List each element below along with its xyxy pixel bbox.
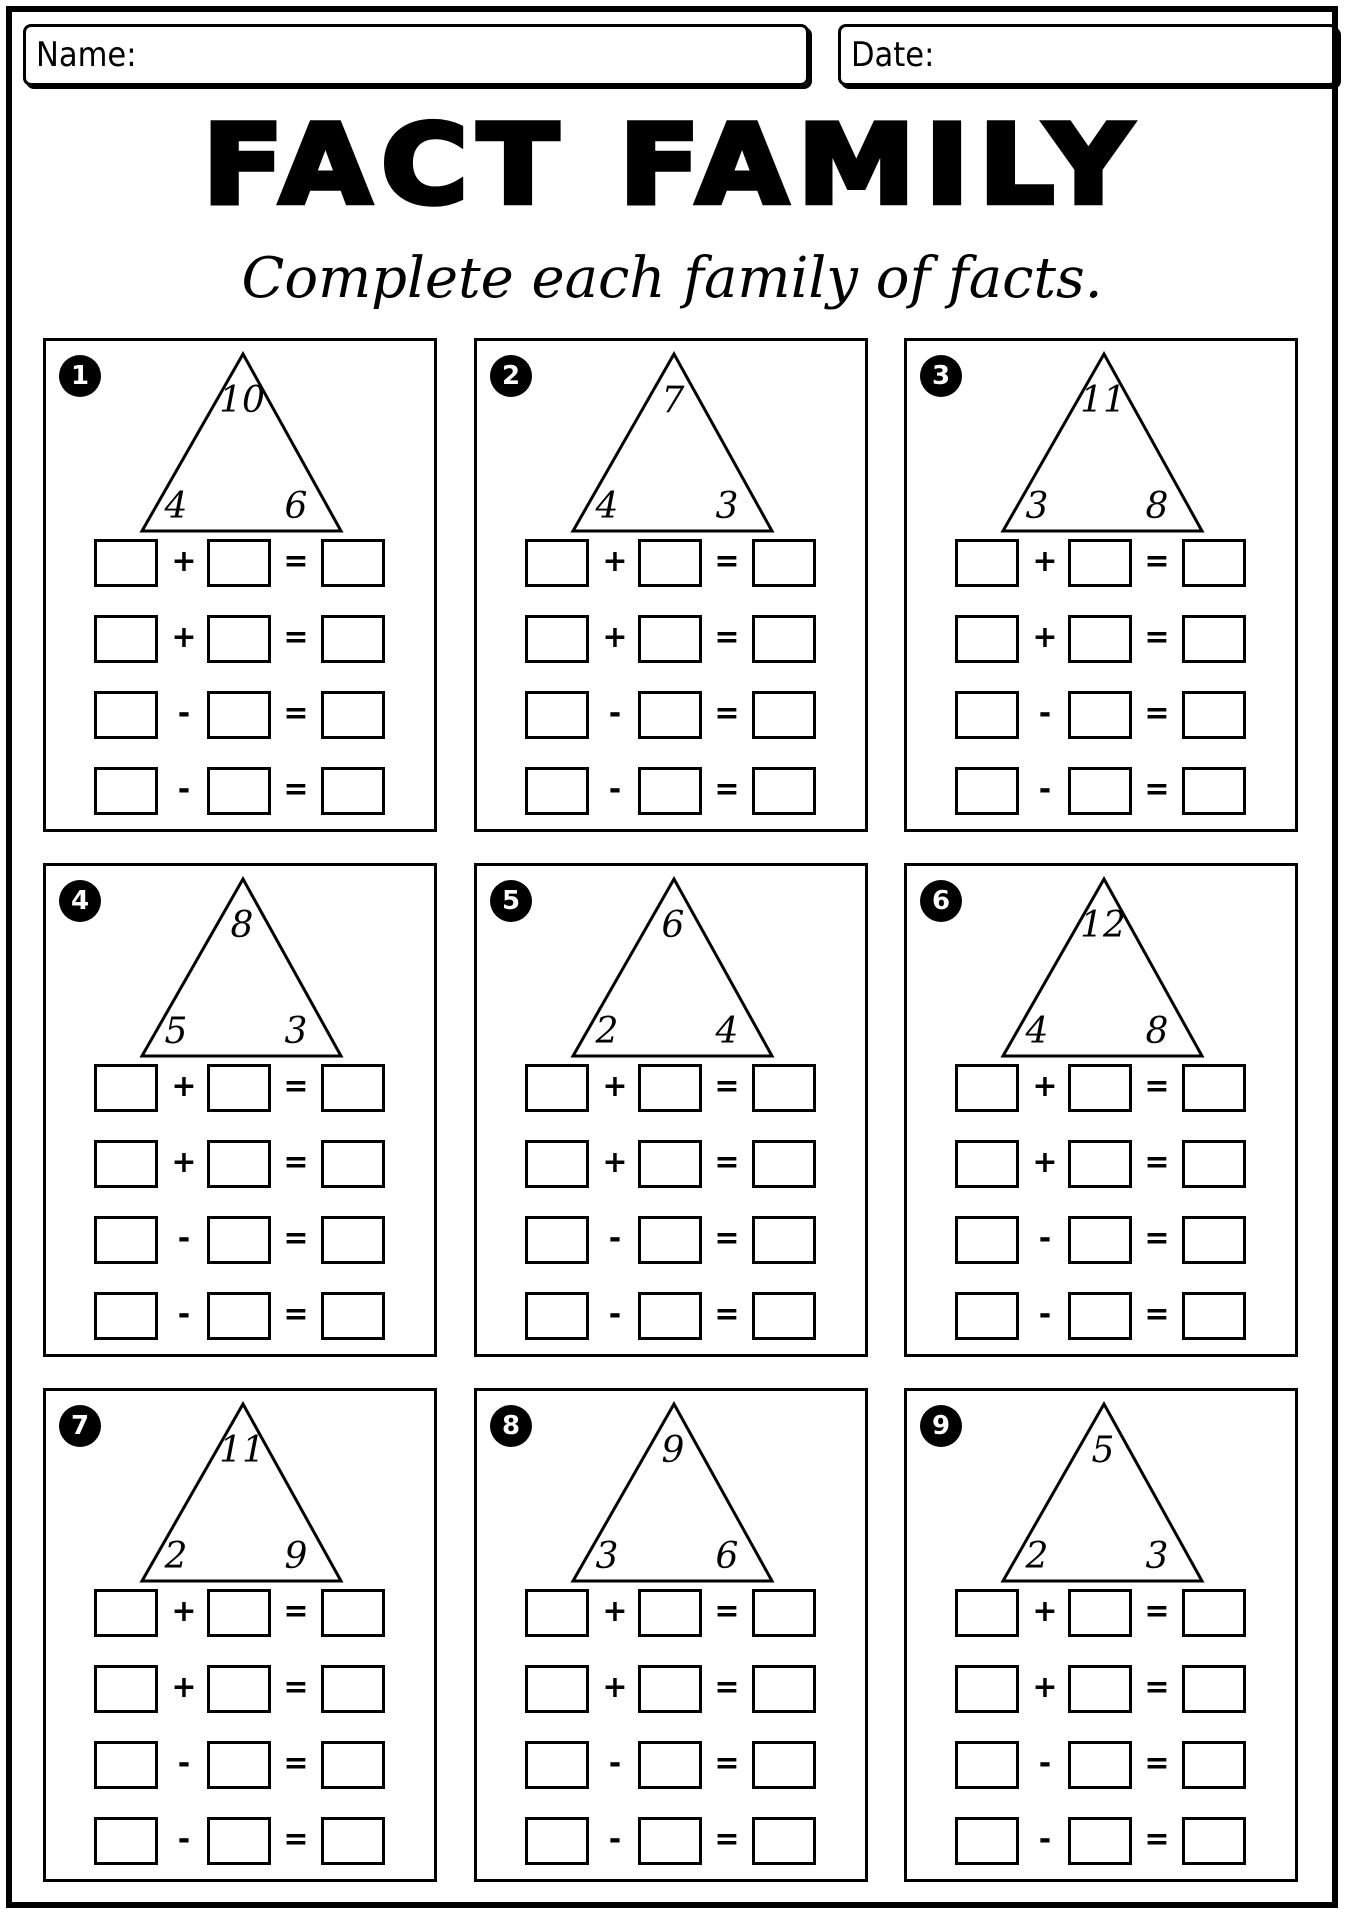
answer-box[interactable] (525, 1741, 589, 1789)
equation-row (955, 539, 1255, 593)
equals-sign: = (1144, 696, 1170, 731)
equation-row (525, 1589, 825, 1643)
answer-box[interactable] (207, 767, 271, 815)
answer-box[interactable] (207, 1140, 271, 1188)
plus-sign: + (171, 1594, 197, 1629)
answer-box[interactable] (752, 615, 816, 663)
fact-family-card (474, 1388, 868, 1882)
fact-family-card (474, 863, 868, 1357)
answer-box[interactable] (638, 1741, 702, 1789)
equation-row (94, 1741, 394, 1795)
answer-box[interactable] (525, 615, 589, 663)
answer-box[interactable] (752, 539, 816, 587)
equation-row (94, 1665, 394, 1719)
answer-box[interactable] (955, 691, 1019, 739)
answer-box[interactable] (638, 1665, 702, 1713)
fact-family-card (43, 338, 437, 832)
equation-row (955, 1292, 1255, 1346)
equals-sign: = (714, 1822, 740, 1857)
answer-box[interactable] (321, 615, 385, 663)
minus-sign: - (1038, 696, 1052, 731)
equals-sign: = (714, 1221, 740, 1256)
answer-box[interactable] (1068, 1741, 1132, 1789)
plus-sign: + (171, 1069, 197, 1104)
equals-sign: = (283, 1746, 309, 1781)
minus-sign: - (1038, 1221, 1052, 1256)
answer-box[interactable] (752, 1292, 816, 1340)
answer-box[interactable] (94, 1292, 158, 1340)
triangle-total: 11 (1080, 380, 1126, 421)
equation-row (955, 1665, 1255, 1719)
triangle-total: 10 (219, 380, 265, 421)
equals-sign: = (1144, 620, 1170, 655)
equation-row (94, 1216, 394, 1270)
answer-box[interactable] (207, 1665, 271, 1713)
answer-box[interactable] (207, 1064, 271, 1112)
answer-box[interactable] (638, 767, 702, 815)
answer-box[interactable] (94, 767, 158, 815)
triangle-left-part: 4 (164, 486, 188, 527)
equals-sign: = (714, 544, 740, 579)
equals-sign: = (1144, 772, 1170, 807)
triangle-right-part: 3 (715, 486, 739, 527)
answer-box[interactable] (1182, 1140, 1246, 1188)
equals-sign: = (714, 1145, 740, 1180)
equals-sign: = (1144, 1221, 1170, 1256)
answer-box[interactable] (752, 1064, 816, 1112)
instructions: Complete each family of facts. (241, 246, 1103, 311)
answer-box[interactable] (955, 1292, 1019, 1340)
triangle-right-part: 4 (715, 1011, 739, 1052)
answer-box[interactable] (752, 1741, 816, 1789)
plus-sign: + (1032, 1145, 1058, 1180)
name-field[interactable] (23, 24, 809, 86)
triangle-left-part: 2 (595, 1011, 619, 1052)
answer-box[interactable] (1068, 539, 1132, 587)
answer-box[interactable] (1068, 615, 1132, 663)
answer-box[interactable] (955, 1589, 1019, 1637)
equation-row (94, 1817, 394, 1871)
equation-row (94, 615, 394, 669)
answer-box[interactable] (525, 539, 589, 587)
answer-box[interactable] (525, 1216, 589, 1264)
equals-sign: = (1144, 1670, 1170, 1705)
equation-row (525, 539, 825, 593)
answer-box[interactable] (752, 1665, 816, 1713)
answer-box[interactable] (638, 691, 702, 739)
fact-family-card (904, 1388, 1298, 1882)
answer-box[interactable] (94, 539, 158, 587)
equation-row (525, 1817, 825, 1871)
equation-row (525, 1140, 825, 1194)
fact-family-card (904, 863, 1298, 1357)
problem-number-badge: 7 (59, 1405, 101, 1447)
answer-box[interactable] (1182, 539, 1246, 587)
problem-number-badge: 4 (59, 880, 101, 922)
equation-row (955, 691, 1255, 745)
answer-box[interactable] (94, 1665, 158, 1713)
answer-box[interactable] (1068, 691, 1132, 739)
equals-sign: = (714, 1594, 740, 1629)
answer-box[interactable] (207, 1292, 271, 1340)
plus-sign: + (1032, 1594, 1058, 1629)
answer-box[interactable] (321, 767, 385, 815)
triangle-right-part: 8 (1145, 486, 1169, 527)
answer-box[interactable] (955, 1064, 1019, 1112)
plus-sign: + (602, 1594, 628, 1629)
problem-number-badge: 8 (490, 1405, 532, 1447)
name-label: Name: (36, 35, 137, 75)
answer-box[interactable] (638, 1064, 702, 1112)
minus-sign: - (608, 1297, 622, 1332)
answer-box[interactable] (525, 1817, 589, 1865)
answer-box[interactable] (321, 1589, 385, 1637)
equals-sign: = (283, 620, 309, 655)
triangle-right-part: 3 (284, 1011, 308, 1052)
equals-sign: = (714, 1297, 740, 1332)
answer-box[interactable] (525, 1292, 589, 1340)
equation-row (94, 691, 394, 745)
equals-sign: = (1144, 544, 1170, 579)
answer-box[interactable] (94, 691, 158, 739)
equation-row (955, 615, 1255, 669)
equation-row (955, 767, 1255, 821)
answer-box[interactable] (525, 1064, 589, 1112)
equals-sign: = (283, 1069, 309, 1104)
answer-box[interactable] (955, 1665, 1019, 1713)
triangle-right-part: 6 (284, 486, 308, 527)
answer-box[interactable] (321, 1140, 385, 1188)
minus-sign: - (608, 1822, 622, 1857)
triangle-total: 8 (230, 905, 254, 946)
equals-sign: = (283, 1822, 309, 1857)
plus-sign: + (1032, 544, 1058, 579)
equation-row (525, 1741, 825, 1795)
answer-box[interactable] (638, 539, 702, 587)
plus-sign: + (171, 620, 197, 655)
answer-box[interactable] (638, 1589, 702, 1637)
minus-sign: - (177, 1221, 191, 1256)
plus-sign: + (602, 620, 628, 655)
equals-sign: = (714, 696, 740, 731)
minus-sign: - (177, 696, 191, 731)
answer-box[interactable] (1068, 1216, 1132, 1264)
page-title: FACT FAMILY (202, 101, 1142, 229)
answer-box[interactable] (525, 1589, 589, 1637)
minus-sign: - (1038, 772, 1052, 807)
equals-sign: = (283, 544, 309, 579)
equals-sign: = (714, 1069, 740, 1104)
answer-box[interactable] (955, 1216, 1019, 1264)
answer-box[interactable] (1182, 767, 1246, 815)
triangle-left-part: 3 (1025, 486, 1049, 527)
answer-box[interactable] (94, 1817, 158, 1865)
answer-box[interactable] (321, 1741, 385, 1789)
answer-box[interactable] (955, 1741, 1019, 1789)
date-label: Date: (851, 35, 935, 75)
equation-row (955, 1817, 1255, 1871)
minus-sign: - (1038, 1746, 1052, 1781)
triangle-left-part: 4 (595, 486, 619, 527)
answer-box[interactable] (321, 539, 385, 587)
minus-sign: - (608, 1221, 622, 1256)
equals-sign: = (1144, 1069, 1170, 1104)
triangle-total: 12 (1080, 905, 1126, 946)
triangle-left-part: 2 (164, 1536, 188, 1577)
answer-box[interactable] (94, 1741, 158, 1789)
answer-box[interactable] (955, 539, 1019, 587)
problem-number-badge: 1 (59, 355, 101, 397)
answer-box[interactable] (955, 1817, 1019, 1865)
equation-row (94, 1064, 394, 1118)
answer-box[interactable] (638, 615, 702, 663)
equation-row (525, 1216, 825, 1270)
answer-box[interactable] (207, 1741, 271, 1789)
answer-box[interactable] (1068, 1665, 1132, 1713)
answer-box[interactable] (1068, 1064, 1132, 1112)
plus-sign: + (1032, 1670, 1058, 1705)
answer-box[interactable] (752, 691, 816, 739)
equals-sign: = (714, 1670, 740, 1705)
equation-row (525, 1064, 825, 1118)
triangle-total: 5 (1091, 1430, 1115, 1471)
equation-row (525, 691, 825, 745)
answer-box[interactable] (321, 1064, 385, 1112)
triangle-total: 6 (661, 905, 685, 946)
answer-box[interactable] (525, 1140, 589, 1188)
equals-sign: = (714, 620, 740, 655)
answer-box[interactable] (321, 691, 385, 739)
triangle-right-part: 8 (1145, 1011, 1169, 1052)
answer-box[interactable] (955, 767, 1019, 815)
equals-sign: = (283, 1594, 309, 1629)
answer-box[interactable] (94, 1140, 158, 1188)
answer-box[interactable] (752, 1140, 816, 1188)
fact-family-card (904, 338, 1298, 832)
answer-box[interactable] (94, 1589, 158, 1637)
problem-number-badge: 2 (490, 355, 532, 397)
equals-sign: = (1144, 1746, 1170, 1781)
equals-sign: = (283, 1145, 309, 1180)
triangle-right-part: 6 (715, 1536, 739, 1577)
answer-box[interactable] (752, 767, 816, 815)
answer-box[interactable] (525, 767, 589, 815)
plus-sign: + (171, 544, 197, 579)
plus-sign: + (171, 1670, 197, 1705)
answer-box[interactable] (207, 1817, 271, 1865)
triangle-left-part: 3 (595, 1536, 619, 1577)
answer-box[interactable] (321, 1665, 385, 1713)
answer-box[interactable] (1068, 1292, 1132, 1340)
problem-number-badge: 9 (920, 1405, 962, 1447)
equation-row (525, 1292, 825, 1346)
answer-box[interactable] (752, 1589, 816, 1637)
answer-box[interactable] (1182, 1216, 1246, 1264)
equation-row (94, 1292, 394, 1346)
answer-box[interactable] (207, 1216, 271, 1264)
triangle-left-part: 2 (1025, 1536, 1049, 1577)
problem-number-badge: 6 (920, 880, 962, 922)
answer-box[interactable] (207, 691, 271, 739)
answer-box[interactable] (207, 539, 271, 587)
fact-family-card (474, 338, 868, 832)
answer-box[interactable] (207, 1589, 271, 1637)
worksheet-page (6, 6, 1338, 1908)
equals-sign: = (714, 1746, 740, 1781)
plus-sign: + (602, 1145, 628, 1180)
plus-sign: + (602, 1069, 628, 1104)
plus-sign: + (171, 1145, 197, 1180)
answer-box[interactable] (1182, 1741, 1246, 1789)
equation-row (955, 1064, 1255, 1118)
answer-box[interactable] (1182, 615, 1246, 663)
answer-box[interactable] (955, 615, 1019, 663)
equation-row (955, 1216, 1255, 1270)
answer-box[interactable] (94, 1064, 158, 1112)
equals-sign: = (714, 772, 740, 807)
answer-box[interactable] (638, 1216, 702, 1264)
answer-box[interactable] (94, 1216, 158, 1264)
answer-box[interactable] (1182, 1817, 1246, 1865)
answer-box[interactable] (1068, 1817, 1132, 1865)
minus-sign: - (608, 1746, 622, 1781)
answer-box[interactable] (752, 1817, 816, 1865)
equals-sign: = (1144, 1145, 1170, 1180)
equation-row (525, 615, 825, 669)
equals-sign: = (283, 696, 309, 731)
answer-box[interactable] (321, 1216, 385, 1264)
minus-sign: - (177, 1822, 191, 1857)
minus-sign: - (177, 772, 191, 807)
fact-family-card (43, 1388, 437, 1882)
answer-box[interactable] (207, 615, 271, 663)
equals-sign: = (283, 1221, 309, 1256)
date-field[interactable] (838, 24, 1338, 86)
plus-sign: + (602, 544, 628, 579)
problem-number-badge: 5 (490, 880, 532, 922)
equation-row (955, 1140, 1255, 1194)
plus-sign: + (1032, 620, 1058, 655)
equals-sign: = (283, 1297, 309, 1332)
minus-sign: - (608, 772, 622, 807)
answer-box[interactable] (638, 1140, 702, 1188)
answer-box[interactable] (1182, 1064, 1246, 1112)
minus-sign: - (177, 1746, 191, 1781)
equals-sign: = (283, 772, 309, 807)
equation-row (525, 767, 825, 821)
equation-row (525, 1665, 825, 1719)
triangle-total: 9 (661, 1430, 685, 1471)
equation-row (94, 767, 394, 821)
answer-box[interactable] (638, 1817, 702, 1865)
equals-sign: = (1144, 1594, 1170, 1629)
minus-sign: - (608, 696, 622, 731)
minus-sign: - (1038, 1822, 1052, 1857)
answer-box[interactable] (1182, 1292, 1246, 1340)
answer-box[interactable] (1068, 767, 1132, 815)
answer-box[interactable] (955, 1140, 1019, 1188)
equals-sign: = (1144, 1822, 1170, 1857)
answer-box[interactable] (1068, 1589, 1132, 1637)
answer-box[interactable] (1182, 691, 1246, 739)
triangle-total: 7 (661, 380, 685, 421)
minus-sign: - (177, 1297, 191, 1332)
plus-sign: + (1032, 1069, 1058, 1104)
equation-row (94, 1589, 394, 1643)
answer-box[interactable] (321, 1817, 385, 1865)
triangle-left-part: 4 (1025, 1011, 1049, 1052)
triangle-total: 11 (219, 1430, 265, 1471)
equals-sign: = (283, 1670, 309, 1705)
answer-box[interactable] (525, 691, 589, 739)
answer-box[interactable] (94, 615, 158, 663)
answer-box[interactable] (321, 1292, 385, 1340)
equation-row (94, 1140, 394, 1194)
triangle-right-part: 3 (1145, 1536, 1169, 1577)
answer-box[interactable] (638, 1292, 702, 1340)
equation-row (94, 539, 394, 593)
triangle-left-part: 5 (164, 1011, 188, 1052)
answer-box[interactable] (752, 1216, 816, 1264)
equation-row (955, 1741, 1255, 1795)
equation-row (955, 1589, 1255, 1643)
answer-box[interactable] (1182, 1665, 1246, 1713)
plus-sign: + (602, 1670, 628, 1705)
answer-box[interactable] (525, 1665, 589, 1713)
minus-sign: - (1038, 1297, 1052, 1332)
fact-family-card (43, 863, 437, 1357)
answer-box[interactable] (1068, 1140, 1132, 1188)
equals-sign: = (1144, 1297, 1170, 1332)
problem-number-badge: 3 (920, 355, 962, 397)
triangle-right-part: 9 (284, 1536, 308, 1577)
answer-box[interactable] (1182, 1589, 1246, 1637)
